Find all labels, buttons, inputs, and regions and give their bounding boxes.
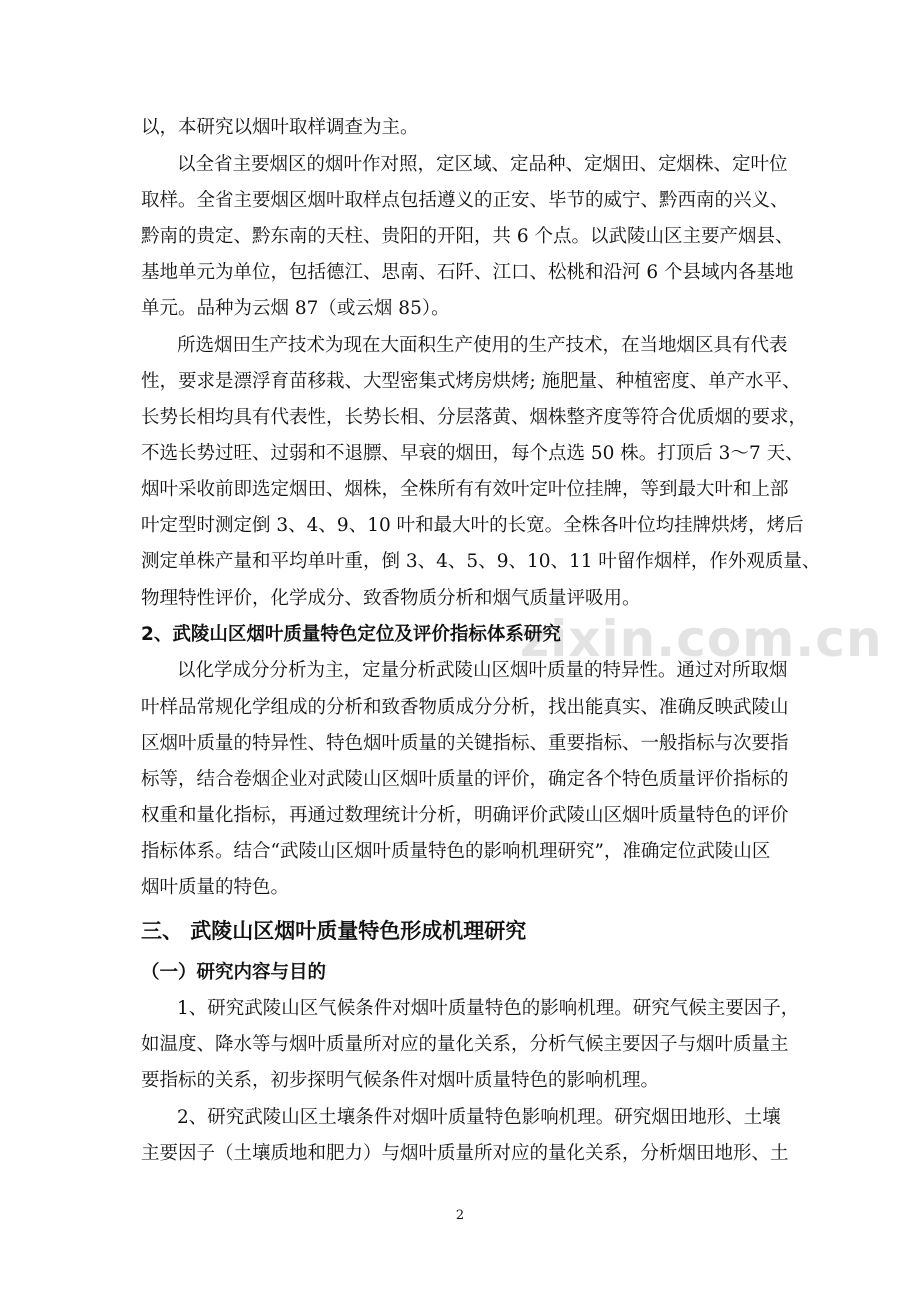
text-line: 以化学成分分析为主，定量分析武陵山区烟叶质量的特异性。通过对所取烟 bbox=[177, 660, 788, 681]
subsection-heading: （一）研究内容与目的 bbox=[141, 962, 327, 983]
watermark: zixin.com.cn bbox=[520, 610, 883, 668]
text-line: 以，本研究以烟叶取样调查为主。 bbox=[141, 117, 419, 138]
text-line: 2、研究武陵山区土壤条件对烟叶质量特色影响机理。研究烟田地形、土壤 bbox=[177, 1107, 781, 1128]
section-heading: 2、武陵山区烟叶质量特色定位及评价指标体系研究 bbox=[141, 624, 561, 645]
chapter-heading: 三、 武陵山区烟叶质量特色形成机理研究 bbox=[141, 919, 527, 943]
text-line: 权重和量化指标，再通过数理统计分析，明确评价武陵山区烟叶质量特色的评价 bbox=[141, 805, 789, 826]
text-line: 区烟叶质量的特异性、特色烟叶质量的关键指标、重要指标、一般指标与次要指 bbox=[141, 733, 789, 754]
text-line: 测定单株产量和平均单叶重，倒 3、4、5、9、10、11 叶留作烟样，作外观质量、 bbox=[141, 551, 821, 572]
text-line: 1、研究武陵山区气候条件对烟叶质量特色的影响机理。研究气候主要因子， bbox=[177, 998, 800, 1019]
text-line: 物理特性评价，化学成分、致香物质分析和烟气质量评吸用。 bbox=[141, 588, 641, 609]
text-line: 叶定型时测定倒 3、4、9、10 叶和最大叶的长宽。全株各叶位均挂牌烘烤，烤后 bbox=[141, 515, 804, 536]
text-line: 性，要求是漂浮育苗移栽、大型密集式烤房烘烤; 施肥量、种植密度、单产水平、 bbox=[141, 371, 801, 392]
text-line: 以全省主要烟区的烟叶作对照，定区域、定品种、定烟田、定烟株、定叶位 bbox=[177, 154, 788, 175]
text-line: 如温度、降水等与烟叶质量所对应的量化关系，分析气候主要因子与烟叶质量主 bbox=[141, 1034, 789, 1055]
text-line: 标等，结合卷烟企业对武陵山区烟叶质量的评价，确定各个特色质量评价指标的 bbox=[141, 769, 789, 790]
text-line: 要指标的关系，初步探明气候条件对烟叶质量特色的影响机理。 bbox=[141, 1070, 660, 1091]
page-number: 2 bbox=[455, 1208, 465, 1223]
text-line: 所选烟田生产技术为现在大面积生产使用的生产技术，在当地烟区具有代表 bbox=[177, 335, 788, 356]
text-line: 主要因子（土壤质地和肥力）与烟叶质量所对应的量化关系，分析烟田地形、土 bbox=[141, 1143, 789, 1164]
text-line: 不选长势过旺、过弱和不退膘、早衰的烟田，每个点选 50 株。打顶后 3～7 天、 bbox=[141, 443, 804, 464]
text-line: 取样。全省主要烟区烟叶取样点包括遵义的正安、毕节的威宁、黔西南的兴义、 bbox=[141, 190, 789, 211]
text-line: 指标体系。结合“武陵山区烟叶质量特色的影响机理研究”，准确定位武陵山区 bbox=[141, 841, 771, 862]
text-line: 烟叶质量的特色。 bbox=[141, 877, 290, 898]
text-line: 叶样品常规化学组成的分析和致香物质成分分析，找出能真实、准确反映武陵山 bbox=[141, 697, 789, 718]
text-line: 黔南的贵定、黔东南的天柱、贵阳的开阳，共 6 个点。以武陵山区主要产烟县、 bbox=[141, 226, 794, 247]
text-line: 单元。品种为云烟 87（或云烟 85）。 bbox=[141, 298, 450, 319]
text-line: 烟叶采收前即选定烟田、烟株，全株所有有效叶定叶位挂牌，等到最大叶和上部 bbox=[141, 479, 789, 500]
text-line: 长势长相均具有代表性，长势长相、分层落黄、烟株整齐度等符合优质烟的要求， bbox=[141, 407, 808, 428]
text-line: 基地单元为单位，包括德江、思南、石阡、江口、松桃和沿河 6 个县域内各基地 bbox=[141, 262, 794, 283]
